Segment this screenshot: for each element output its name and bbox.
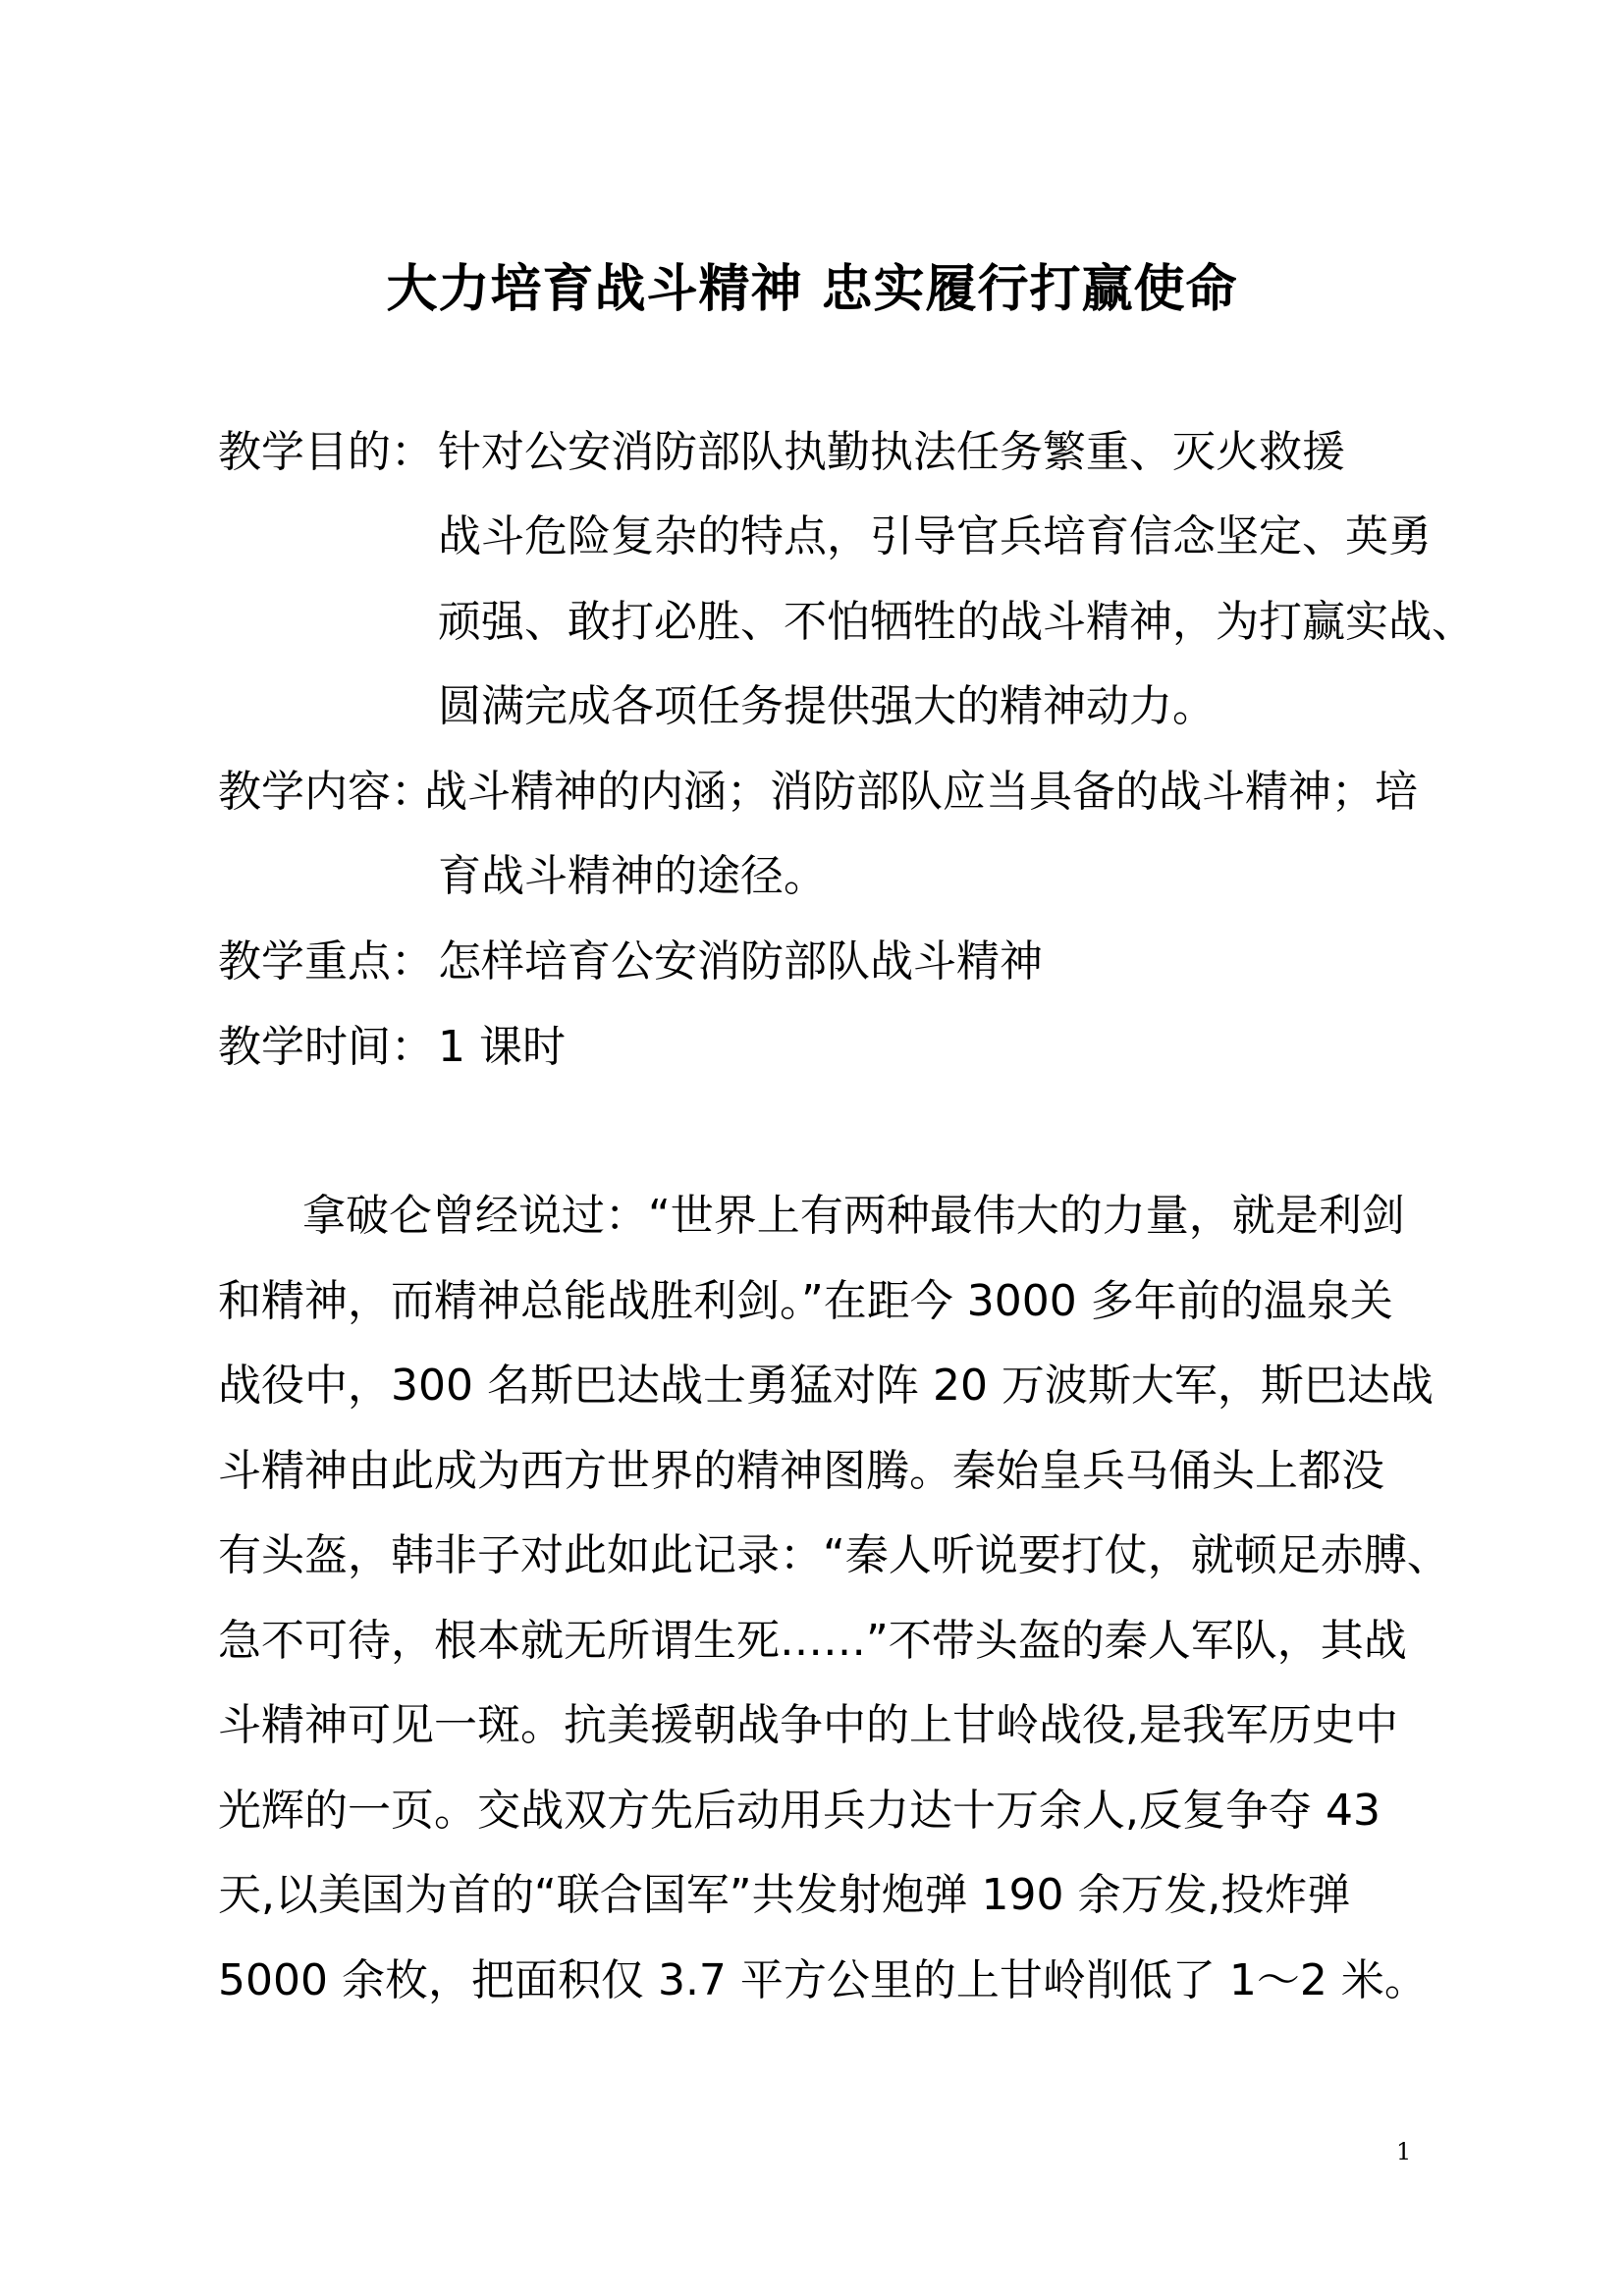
focus-label: 教学重点： — [218, 936, 434, 987]
focus-value: 怎样培育公安消防部队战斗精神 — [438, 936, 1043, 987]
document-title: 大力培育战斗精神 忠实履行打赢使命 — [386, 260, 1238, 319]
page-number: 1 — [1396, 2138, 1412, 2165]
content-line: 战斗精神的内涵；消防部队应当具备的战斗精神；培 — [424, 767, 1418, 817]
paragraph-line: 天,以美国为首的“联合国军”共发射炮弹 190 余万发,投炸弹 — [218, 1870, 1351, 1920]
objective-line: 圆满完成各项任务提供强大的精神动力。 — [438, 681, 1216, 731]
paragraph-line: 有头盔，韩非子对此如此记录：“秦人听说要打仗，就顿足赤膊、 — [218, 1530, 1450, 1580]
objective-line: 战斗危险复杂的特点，引导官兵培育信念坚定、英勇 — [438, 511, 1432, 561]
content-line: 育战斗精神的途径。 — [438, 851, 827, 901]
objective-line: 针对公安消防部队执勤执法任务繁重、灭火救援 — [438, 427, 1345, 477]
time-label: 教学时间： — [218, 1022, 434, 1072]
paragraph-line: 和精神，而精神总能战胜利剑。”在距今 3000 多年前的温泉关 — [218, 1276, 1393, 1326]
paragraph-line: 光辉的一页。交战双方先后动用兵力达十万余人,反复争夺 43 — [218, 1786, 1380, 1836]
content-label: 教学内容： — [218, 767, 434, 817]
paragraph-line: 拿破仑曾经说过：“世界上有两种最伟大的力量，就是利剑 — [302, 1191, 1405, 1241]
paragraph-line: 5000 余枚，把面积仅 3.7 平方公里的上甘岭削低了 1～2 米。 — [218, 1955, 1428, 2005]
paragraph-line: 战役中，300 名斯巴达战士勇猛对阵 20 万波斯大军，斯巴达战 — [218, 1361, 1434, 1411]
paragraph-line: 急不可待，根本就无所谓生死……”不带头盔的秦人军队，其战 — [218, 1616, 1407, 1666]
objective-label: 教学目的： — [218, 427, 434, 477]
time-value: 1 课时 — [438, 1022, 566, 1072]
objective-line: 顽强、敢打必胜、不怕牺牲的战斗精神，为打赢实战、 — [438, 597, 1475, 647]
paragraph-line: 斗精神可见一斑。抗美援朝战争中的上甘岭战役,是我军历史中 — [218, 1700, 1398, 1750]
paragraph-line: 斗精神由此成为西方世界的精神图腾。秦始皇兵马俑头上都没 — [218, 1446, 1384, 1496]
